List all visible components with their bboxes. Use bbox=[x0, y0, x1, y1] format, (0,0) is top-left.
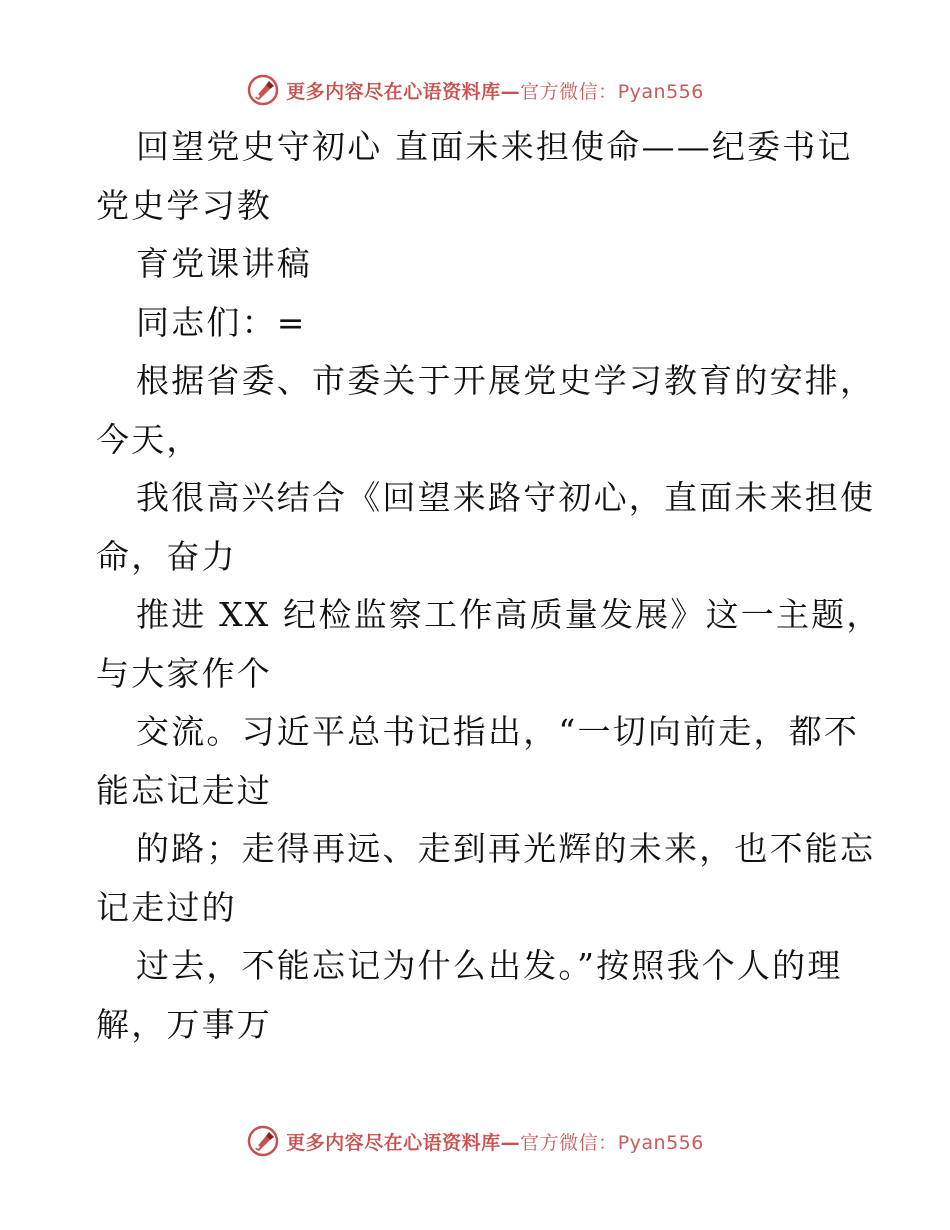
paragraph-line: 命，奋力 bbox=[96, 536, 237, 576]
paragraph-line: 过去，不能忘记为什么出发。”按照我个人的理 bbox=[136, 946, 843, 985]
header-banner bbox=[0, 70, 950, 110]
paragraph-line: 今天， bbox=[96, 419, 202, 459]
paragraph-line: 根据省委、市委关于开展党史学习教育的安排， bbox=[136, 361, 876, 400]
document-body bbox=[96, 118, 882, 1054]
pen-nib-logo-icon bbox=[246, 1124, 280, 1158]
paragraph-line: 交流。习近平总书记指出，“一切向前走，都不 bbox=[136, 712, 860, 751]
paragraph-line: 解，万事万 bbox=[96, 1004, 272, 1044]
banner-text bbox=[286, 77, 704, 104]
banner-wechat-label: 官方微信： bbox=[520, 80, 618, 103]
banner-text bbox=[286, 1128, 704, 1155]
banner-wechat-label: 官方微信： bbox=[520, 1131, 618, 1154]
banner-wechat-id: Pyan556 bbox=[617, 80, 704, 103]
banner-wechat-id: Pyan556 bbox=[617, 1131, 704, 1154]
banner-separator: — bbox=[500, 1131, 521, 1154]
title-line-1: 回望党史守初心 直面未来担使命——纪委书记 bbox=[136, 127, 853, 166]
pen-nib-logo-icon bbox=[246, 73, 280, 107]
paragraph-line: 与大家作个 bbox=[96, 653, 272, 693]
paragraph-line: 的路；走得再远、走到再光辉的未来，也不能忘 bbox=[136, 829, 876, 868]
paragraph-line: 我很高兴结合《回望来路守初心，直面未来担使 bbox=[136, 478, 876, 517]
title-line-3: 育党课讲稿 bbox=[136, 244, 312, 283]
paragraph-line: 记走过的 bbox=[96, 887, 237, 927]
title-line-2: 党史学习教 bbox=[96, 185, 272, 225]
salutation-line: 同志们：= bbox=[136, 302, 307, 342]
footer-banner bbox=[0, 1121, 950, 1161]
banner-main-text: 更多内容尽在心语资料库 bbox=[286, 1131, 501, 1154]
banner-separator: — bbox=[500, 80, 521, 103]
banner-main-text: 更多内容尽在心语资料库 bbox=[286, 80, 501, 103]
paragraph-line: 推进 XX 纪检监察工作高质量发展》这一主题， bbox=[136, 595, 882, 634]
paragraph-line: 能忘记走过 bbox=[96, 770, 272, 810]
